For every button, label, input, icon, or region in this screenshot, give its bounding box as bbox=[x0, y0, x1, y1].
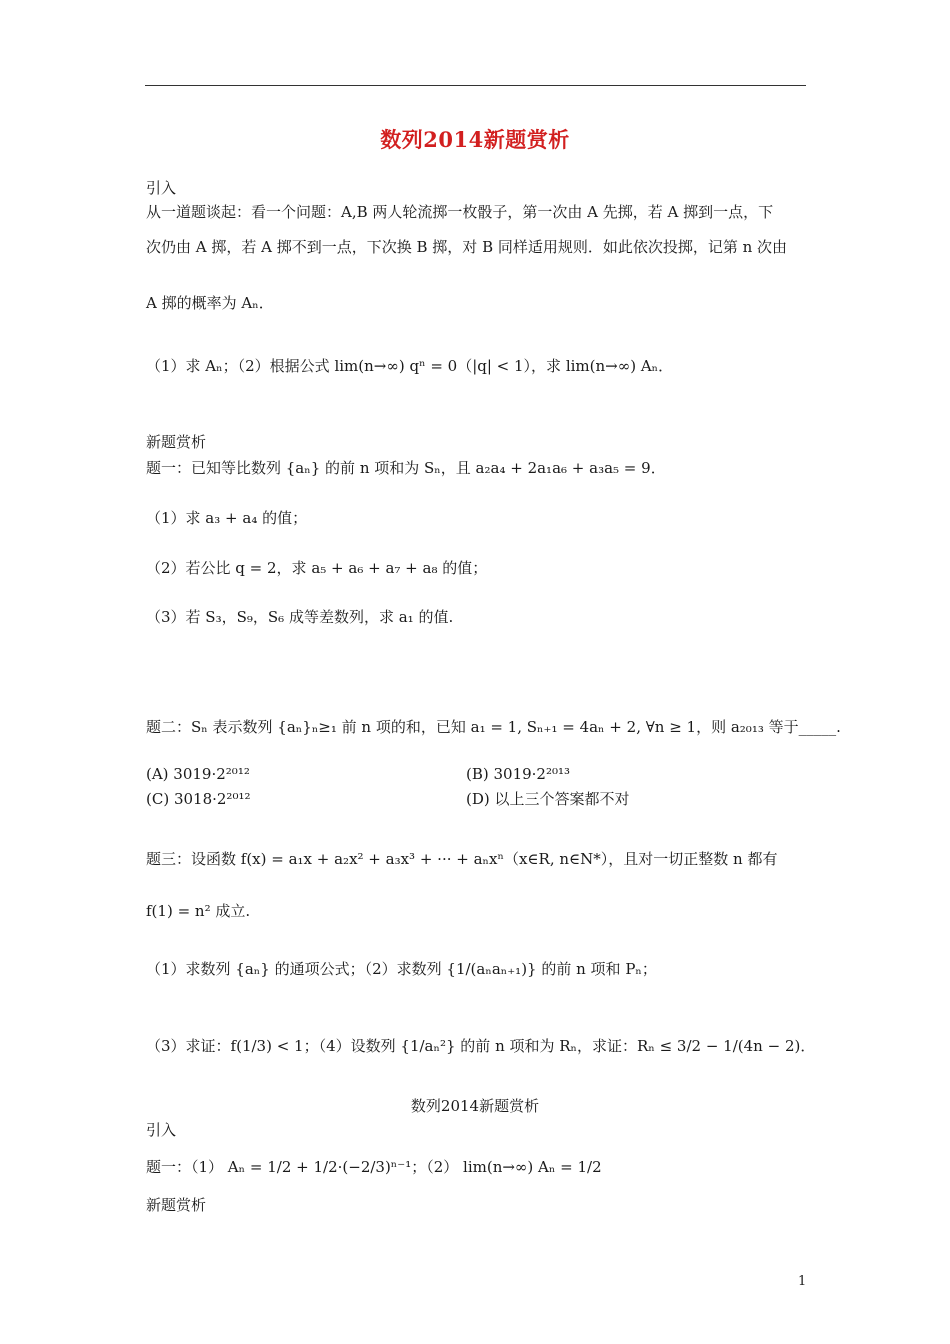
q1-part-3: （3）若 S₃，S₉，S₆ 成等差数列，求 a₁ 的值. bbox=[146, 608, 454, 626]
intro-line-2: 次仍由 A 掷，若 A 掷不到一点，下次换 B 掷，对 B 同样适用规则．如此依次投掷，记第 n 次由 bbox=[146, 238, 788, 256]
answers-heading: 引入 bbox=[146, 1121, 177, 1139]
q2-option-a: (A) 3019·2²⁰¹² bbox=[146, 765, 250, 783]
section-heading: 新题赏析 bbox=[146, 433, 207, 451]
intro-line-4: （1）求 Aₙ；（2）根据公式 lim(n→∞) qⁿ = 0（|q| < 1），求 lim(n→∞) Aₙ． bbox=[146, 357, 674, 375]
q1-stem: 题一：已知等比数列 {aₙ} 的前 n 项和为 Sₙ，且 a₂a₄ + 2a₁a₆ + a₃a₅ = 9． bbox=[146, 459, 666, 477]
q3-stem-2: f(1) = n² 成立. bbox=[146, 902, 251, 920]
intro-heading: 引入 bbox=[146, 179, 177, 197]
q2-option-b: (B) 3019·2²⁰¹³ bbox=[466, 765, 571, 783]
intro-line-1: 从一道题谈起：看一个问题：A,B 两人轮流掷一枚骰子，第一次由 A 先掷，若 A 掷到一点，下 bbox=[146, 203, 774, 221]
q3-part-1-2: （1）求数列 {aₙ} 的通项公式；（2）求数列 {1/(aₙaₙ₊₁)} 的前 n 项和 Pₙ； bbox=[146, 960, 657, 978]
answers-line-1: 题一：（1） Aₙ = 1/2 + 1/2·(−2/3)ⁿ⁻¹；（2） lim(n→∞) Aₙ = 1/2 bbox=[146, 1158, 602, 1176]
answers-title: 数列2014新题赏析 bbox=[410, 1097, 540, 1115]
q2-option-c: (C) 3018·2²⁰¹² bbox=[146, 790, 251, 808]
q1-part-1: （1）求 a₃ + a₄ 的值； bbox=[146, 509, 308, 527]
q3-part-3-4: （3）求证：f(1/3) < 1；（4）设数列 {1/aₙ²} 的前 n 项和为 Rₙ，求证：Rₙ ≤ 3/2 − 1/(4n − 2)． bbox=[146, 1037, 816, 1055]
header-rule bbox=[145, 85, 806, 86]
q3-stem: 题三：设函数 f(x) = a₁x + a₂x² + a₃x³ + ··· + aₙxⁿ（x∈R, n∈N*），且对一切正整数 n 都有 bbox=[146, 850, 778, 868]
q2-stem: 题二：Sₙ 表示数列 {aₙ}ₙ≥₁ 前 n 项的和，已知 a₁ = 1, Sₙ₊₁ = 4aₙ + 2, ∀n ≥ 1，则 a₂₀₁₃ 等于_____. bbox=[146, 718, 841, 736]
page-number: 1 bbox=[798, 1274, 807, 1289]
page-title: 数列2014新题赏析 bbox=[380, 127, 570, 152]
q2-option-d: (D) 以上三个答案都不对 bbox=[466, 790, 630, 808]
q1-part-2: （2）若公比 q = 2，求 a₅ + a₆ + a₇ + a₈ 的值； bbox=[146, 559, 488, 577]
answers-heading-2: 新题赏析 bbox=[146, 1196, 207, 1214]
intro-line-3: A 掷的概率为 Aₙ． bbox=[146, 294, 274, 312]
